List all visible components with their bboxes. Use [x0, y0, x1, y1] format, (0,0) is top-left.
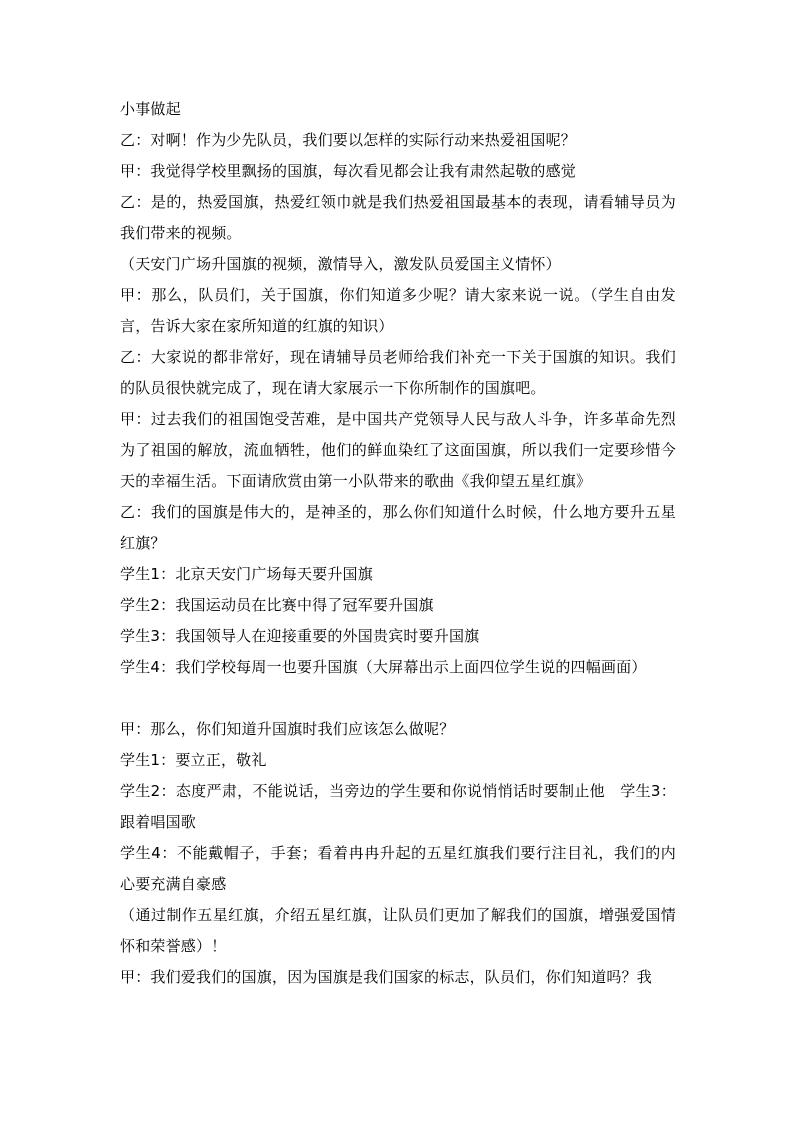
document-body	[120, 94, 676, 993]
paragraph: 学生1：北京天安门广场每天要升国旗	[120, 565, 373, 583]
paragraph: 学生3：我国领导人在迎接重要的外国贵宾时要升国旗	[120, 627, 480, 645]
paragraph: 乙：大家说的都非常好，现在请辅导员老师给我们补充一下关于国旗的知识。我们的队员很快就完成了，现在请大家展示一下你所制作的国旗吧。	[120, 348, 676, 397]
paragraph: 甲：那么，队员们，关于国旗，你们知道多少呢？请大家来说一说。（学生自由发言，告诉大家在家所知道的红旗的知识）	[120, 286, 676, 335]
paragraph: 甲：那么，你们知道升国旗时我们应该怎么做呢？	[120, 720, 455, 738]
paragraph: 学生1：要立正，敬礼	[120, 751, 267, 769]
paragraph: 学生4：我们学校每周一也要升国旗（大屏幕出示上面四位学生说的四幅画面）	[120, 658, 647, 676]
paragraph: 学生4：不能戴帽子，手套；看着冉冉升起的五星红旗我们要行注目礼，我们的内心要充满自豪感	[120, 844, 676, 893]
paragraph: 学生2：态度严肃，不能说话，当旁边的学生要和你说悄悄话时要制止他 学生3：跟着唱国歌	[120, 782, 676, 831]
paragraph: 乙：对啊！作为少先队员，我们要以怎样的实际行动来热爱祖国呢？	[120, 131, 577, 149]
paragraph: 小事做起	[120, 100, 181, 118]
paragraph: （通过制作五星红旗，介绍五星红旗，让队员们更加了解我们的国旗，增强爱国情怀和荣誉感）！	[120, 906, 676, 955]
paragraph: 乙：我们的国旗是伟大的，是神圣的，那么你们知道什么时候，什么地方要升五星红旗？	[120, 503, 676, 552]
paragraph: 甲：过去我们的祖国饱受苦难，是中国共产党领导人民与敌人斗争，许多革命先烈为了祖国的解放，流血牺牲，他们的鲜血染红了这面国旗，所以我们一定要珍惜今天的幸福生活。下面请欣赏由第一小队带来的歌曲《我仰望五星红旗》	[120, 410, 676, 490]
paragraph: 甲：我觉得学校里飘扬的国旗，每次看见都会让我有肃然起敬的感觉	[120, 162, 577, 180]
paragraph: 乙：是的，热爱国旗，热爱红领巾就是我们热爱祖国最基本的表现，请看辅导员为我们带来的视频。	[120, 193, 676, 242]
paragraph: （天安门广场升国旗的视频，激情导入，激发队员爱国主义情怀）	[120, 255, 561, 273]
paragraph: 学生2：我国运动员在比赛中得了冠军要升国旗	[120, 596, 434, 614]
paragraph: 甲：我们爱我们的国旗，因为国旗是我们国家的标志，队员们，你们知道吗？我	[120, 968, 653, 986]
blank-line	[120, 683, 676, 714]
